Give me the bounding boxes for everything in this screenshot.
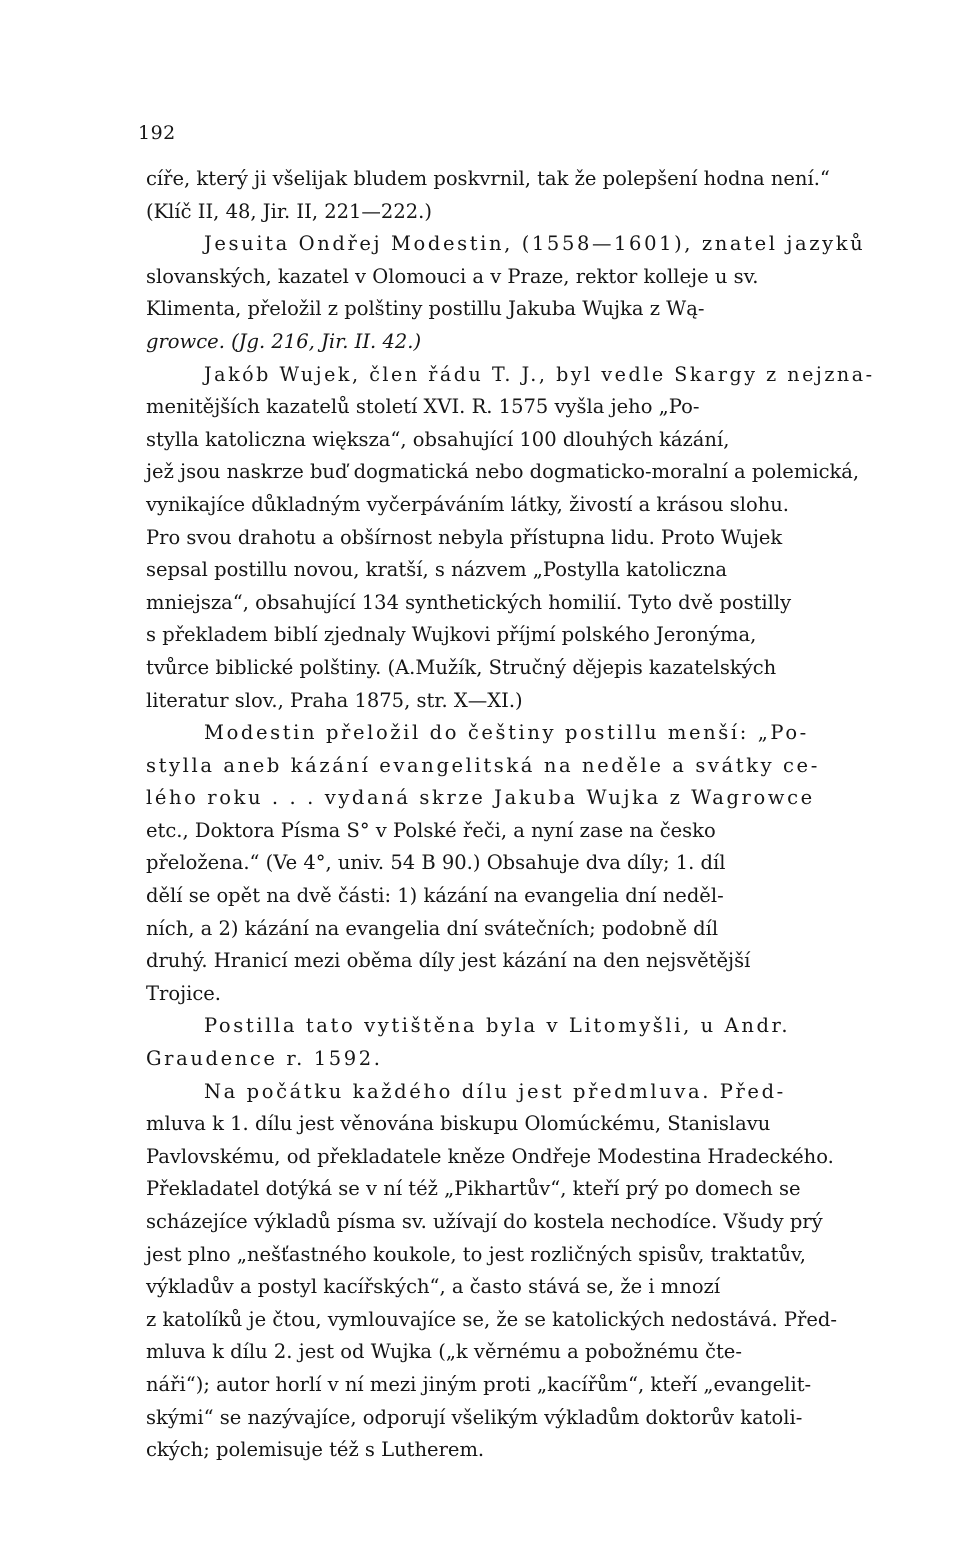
- text-line: jež jsou naskrze buď dogmatická nebo dogmaticko-moralní a polemická,: [146, 460, 860, 484]
- text-line: Modestin přeložil do češtiny postillu menší: „Po-: [204, 721, 809, 745]
- text-line: Graudence r. 1592.: [146, 1047, 383, 1071]
- text-line: Jakób Wujek, člen řádu T. J., byl vedle Skargy z nejzna-: [204, 362, 875, 386]
- text-line: druhý. Hranicí mezi oběma díly jest kázání na den nejsvětější: [146, 949, 751, 973]
- text-line: Překladatel dotýká se v ní též „Pikhartův“, kteří prý po domech se: [146, 1177, 801, 1201]
- text-line: mluva k 1. dílu jest věnována biskupu Olomúckému, Stanislavu: [146, 1112, 771, 1136]
- body-text: [146, 163, 874, 1467]
- text-line: ních, a 2) kázání na evangelia dní svátečních; podobně díl: [146, 916, 719, 940]
- text-line: Trojice.: [146, 981, 222, 1005]
- text-line: etc., Doktora Písma S° v Polské řeči, a nyní zase na česko: [146, 818, 716, 842]
- text-line: literatur slov., Praha 1875, str. X—XI.): [146, 688, 523, 712]
- text-line: náři“); autor horlí v ní mezi jiným proti „kacířům“, kteří „evangelit-: [146, 1372, 812, 1396]
- text-line: Klimenta, přeložil z polštiny postillu Jakuba Wujka z Wą-: [146, 297, 705, 321]
- text-line: přeložena.“ (Ve 4°, univ. 54 B 90.) Obsahuje dva díly; 1. díl: [146, 851, 726, 875]
- text-line: stylla katoliczna większa“, obsahující 100 dlouhých kázání,: [146, 427, 730, 451]
- text-line: slovanských, kazatel v Olomouci a v Praze, rektor kolleje u sv.: [146, 264, 759, 288]
- text-line: jest plno „nešťastného koukole, to jest rozličných spisův, traktatův,: [146, 1242, 806, 1266]
- text-line: growce. (Jg. 216, Jir. II. 42.): [146, 329, 422, 353]
- text-line: scházejíce výkladů písma sv. užívají do kostela nechodíce. Všudy prý: [146, 1210, 823, 1233]
- text-line: (Klíč II, 48, Jir. II, 221—222.): [146, 199, 432, 223]
- text-line: Pavlovskému, od překladatele kněze Ondřeje Modestina Hradeckého.: [146, 1144, 834, 1168]
- text-line: lého roku . . . vydaná skrze Jakuba Wujka z Wagrowce: [146, 786, 815, 810]
- text-line: Na počátku každého dílu jest předmluva. Před-: [204, 1079, 786, 1103]
- page-number: 192: [138, 122, 176, 144]
- text-line: Jesuita Ondřej Modestin, (1558—1601), znatel jazyků: [204, 232, 866, 256]
- text-line: sepsal postillu novou, kratší, s názvem „Postylla katoliczna: [146, 558, 727, 582]
- text-line: s překladem biblí zjednaly Wujkovi příjmí polského Jeronýma,: [146, 623, 757, 647]
- text-line: ckých; polemisuje též s Lutherem.: [146, 1438, 485, 1462]
- text-line: skými“ se nazývajíce, odporují všelikým výkladům doktorův katoli-: [146, 1405, 803, 1429]
- text-line: tvůrce biblické polštiny. (A.Mužík, Stručný dějepis kazatelských: [146, 655, 777, 679]
- text-line: mniejsza“, obsahující 134 synthetických homilií. Tyto dvě postilly: [146, 590, 792, 614]
- text-line: Pro svou drahotu a obšírnost nebyla přístupna lidu. Proto Wujek: [146, 525, 783, 549]
- text-line: mluva k dílu 2. jest od Wujka („k věrnému a pobožnému čte-: [146, 1340, 742, 1364]
- text-line: z katolíků je čtou, vymlouvajíce se, že se katolických nedostává. Před-: [146, 1307, 837, 1331]
- text-line: cíře, který ji všelijak bludem poskvrnil, tak že polepšení hodna není.“: [146, 167, 830, 190]
- text-line: stylla aneb kázání evangelitská na neděle a svátky ce-: [146, 753, 820, 777]
- text-line: menitějších kazatelů století XVI. R. 1575 vyšla jeho „Po-: [146, 395, 700, 419]
- text-line: vynikajíce důkladným vyčerpáváním látky, živostí a krásou slohu.: [146, 492, 790, 516]
- text-line: Postilla tato vytištěna byla v Litomyšli, u Andr.: [204, 1014, 791, 1038]
- text-line: dělí se opět na dvě části: 1) kázání na evangelia dní neděl-: [146, 884, 724, 908]
- text-line: výkladův a postyl kacířských“, a často stává se, že i mnozí: [146, 1275, 721, 1299]
